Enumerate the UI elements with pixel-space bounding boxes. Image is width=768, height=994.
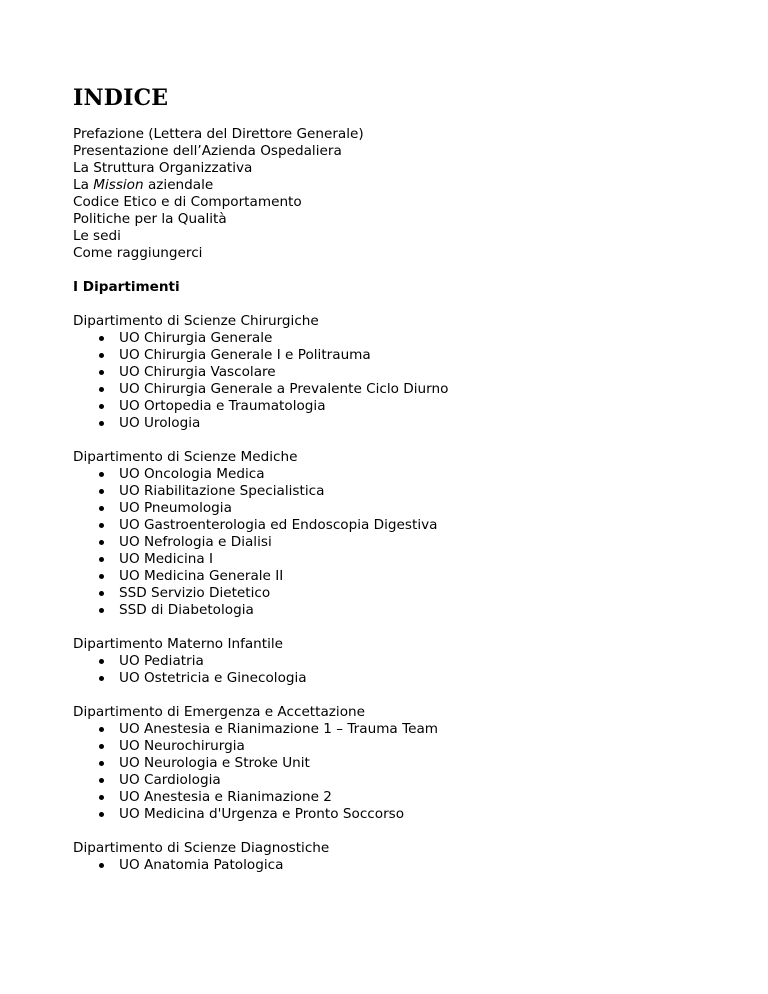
unit-list-item: [73, 670, 733, 687]
bullet-icon: [99, 506, 104, 511]
bullet-icon: [99, 659, 104, 664]
unit-label: UO Chirurgia Generale I e Politrauma: [119, 347, 371, 363]
unit-label: UO Medicina Generale II: [119, 568, 284, 584]
intro-item: Prefazione (Lettera del Direttore Generale): [73, 126, 364, 142]
bullet-icon: [99, 812, 104, 817]
bullet-icon: [99, 370, 104, 375]
unit-list-item: [73, 789, 733, 806]
unit-label: UO Cardiologia: [119, 772, 221, 788]
unit-label: UO Riabilitazione Specialistica: [119, 483, 325, 499]
department-block: [73, 636, 733, 687]
unit-label: SSD Servizio Dietetico: [119, 585, 271, 601]
unit-list-item: [73, 466, 733, 483]
intro-list: [73, 126, 733, 262]
intro-item: Politiche per la Qualità: [73, 211, 227, 227]
unit-label: UO Anestesia e Rianimazione 1 – Trauma Team: [119, 721, 439, 737]
unit-list-item: [73, 721, 733, 738]
unit-list-item: [73, 568, 733, 585]
mission-prefix: La: [73, 177, 94, 193]
intro-item: Codice Etico e di Comportamento: [73, 194, 302, 210]
unit-label: UO Chirurgia Generale a Prevalente Ciclo Diurno: [119, 381, 449, 397]
unit-label: UO Chirurgia Generale: [119, 330, 273, 346]
unit-list-item: [73, 755, 733, 772]
intro-item: La Struttura Organizzativa: [73, 160, 253, 176]
bullet-icon: [99, 574, 104, 579]
unit-list-item: [73, 857, 733, 874]
unit-list-item: [73, 551, 733, 568]
bullet-icon: [99, 489, 104, 494]
bullet-icon: [99, 336, 104, 341]
unit-list-item: [73, 602, 733, 619]
unit-list-item: [73, 364, 733, 381]
unit-label: UO Pediatria: [119, 653, 204, 669]
unit-list-item: [73, 738, 733, 755]
intro-item: Presentazione dell’Azienda Ospedaliera: [73, 143, 342, 159]
bullet-icon: [99, 523, 104, 528]
section-heading: I Dipartimenti: [73, 279, 180, 295]
unit-label: UO Medicina I: [119, 551, 213, 567]
unit-list-item: [73, 381, 733, 398]
department-title: Dipartimento di Emergenza e Accettazione: [73, 704, 366, 720]
bullet-icon: [99, 863, 104, 868]
unit-list-item: [73, 517, 733, 534]
mission-italic: Mission: [93, 177, 144, 193]
department-block: [73, 313, 733, 432]
bullet-icon: [99, 387, 104, 392]
unit-label: UO Neurochirurgia: [119, 738, 245, 754]
unit-label: UO Ortopedia e Traumatologia: [119, 398, 326, 414]
unit-list-item: [73, 772, 733, 789]
unit-label: SSD di Diabetologia: [119, 602, 254, 618]
unit-list-item: [73, 500, 733, 517]
bullet-icon: [99, 404, 104, 409]
intro-item: Come raggiungerci: [73, 245, 203, 261]
bullet-icon: [99, 353, 104, 358]
bullet-icon: [99, 557, 104, 562]
unit-label: UO Medicina d'Urgenza e Pronto Soccorso: [119, 806, 405, 822]
mission-suffix: aziendale: [143, 177, 214, 193]
unit-list-item: [73, 330, 733, 347]
bullet-icon: [99, 761, 104, 766]
unit-label: UO Gastroenterologia ed Endoscopia Digestiva: [119, 517, 438, 533]
unit-label: UO Nefrologia e Dialisi: [119, 534, 272, 550]
unit-label: UO Anatomia Patologica: [119, 857, 284, 873]
unit-label: UO Pneumologia: [119, 500, 232, 516]
department-block: [73, 840, 733, 874]
bullet-icon: [99, 778, 104, 783]
department-title: Dipartimento di Scienze Diagnostiche: [73, 840, 330, 856]
bullet-icon: [99, 540, 104, 545]
unit-label: UO Oncologia Medica: [119, 466, 265, 482]
unit-list-item: [73, 653, 733, 670]
unit-label: UO Neurologia e Stroke Unit: [119, 755, 310, 771]
unit-list-item: [73, 347, 733, 364]
unit-list: [73, 653, 733, 687]
bullet-icon: [99, 472, 104, 477]
bullet-icon: [99, 795, 104, 800]
department-block: [73, 449, 733, 619]
department-block: [73, 704, 733, 823]
unit-list-item: [73, 585, 733, 602]
unit-list: [73, 330, 733, 432]
unit-list-item: [73, 415, 733, 432]
unit-label: UO Chirurgia Vascolare: [119, 364, 276, 380]
bullet-icon: [99, 676, 104, 681]
unit-label: UO Anestesia e Rianimazione 2: [119, 789, 332, 805]
unit-label: UO Ostetricia e Ginecologia: [119, 670, 307, 686]
bullet-icon: [99, 727, 104, 732]
unit-list: [73, 857, 733, 874]
bullet-icon: [99, 608, 104, 613]
bullet-icon: [99, 591, 104, 596]
department-title: Dipartimento di Scienze Chirurgiche: [73, 313, 319, 329]
unit-list-item: [73, 534, 733, 551]
departments-list: [73, 313, 733, 874]
document-page: [73, 86, 733, 891]
unit-list-item: [73, 806, 733, 823]
department-title: Dipartimento Materno Infantile: [73, 636, 284, 652]
department-title: Dipartimento di Scienze Mediche: [73, 449, 298, 465]
bullet-icon: [99, 744, 104, 749]
unit-list: [73, 466, 733, 619]
unit-list-item: [73, 483, 733, 500]
intro-item-mission: [73, 177, 733, 194]
unit-label: UO Urologia: [119, 415, 201, 431]
unit-list: [73, 721, 733, 823]
intro-item: Le sedi: [73, 228, 121, 244]
unit-list-item: [73, 398, 733, 415]
bullet-icon: [99, 421, 104, 426]
page-title: INDICE: [73, 85, 169, 111]
